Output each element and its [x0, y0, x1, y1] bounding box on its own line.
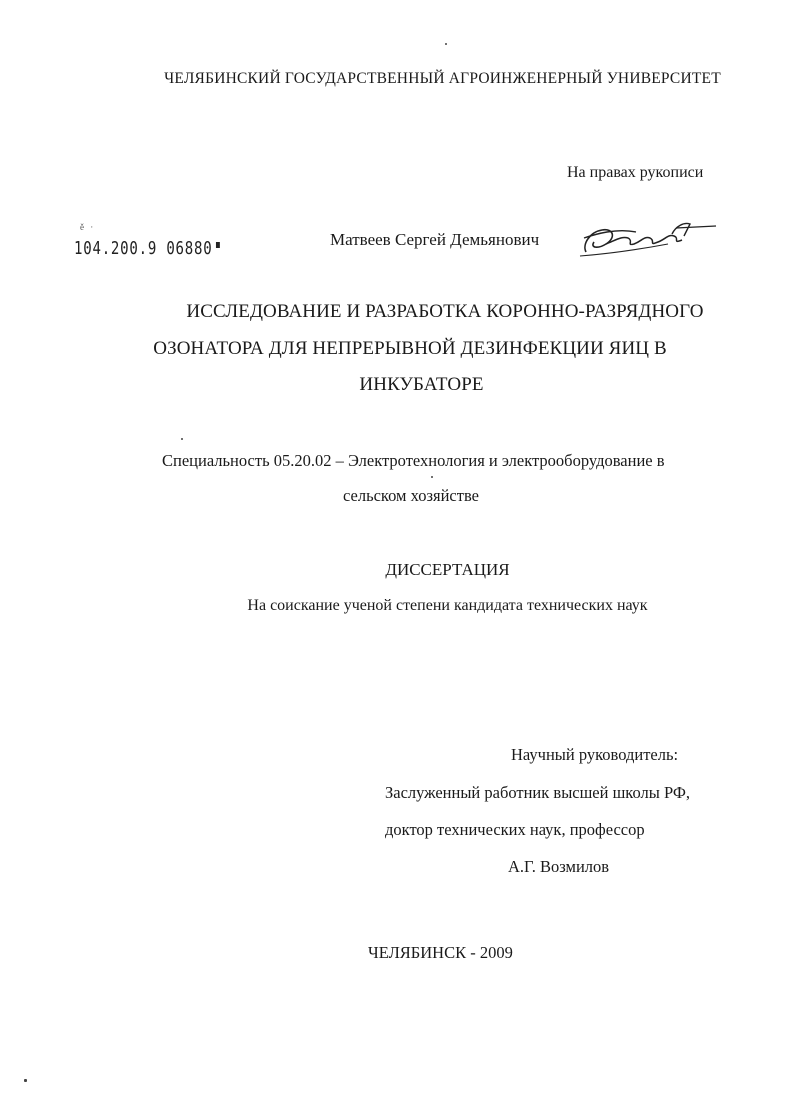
- specialty-line-2: сельском хозяйстве: [343, 486, 479, 505]
- scan-speck: [431, 476, 433, 478]
- supervisor-degree: доктор технических наук, профессор: [385, 820, 645, 839]
- degree-statement: На соискание ученой степени кандидата технических наук: [247, 597, 648, 614]
- title-line-2: ОЗОНАТОРА ДЛЯ НЕПРЕРЫВНОЙ ДЕЗИНФЕКЦИИ ЯИЦ В: [153, 338, 667, 359]
- manuscript-rights-note: На правах рукописи: [567, 164, 704, 181]
- signature-icon: [576, 214, 726, 262]
- scan-speck: [445, 43, 447, 45]
- archive-code-text: 104.200.9 06880: [74, 238, 213, 259]
- specialty-line-1: Специальность 05.20.02 – Электротехнология и электрооборудование в: [162, 451, 665, 470]
- archive-code: [74, 238, 220, 259]
- scan-speck: [181, 438, 183, 440]
- title-line-3: ИНКУБАТОРЕ: [359, 374, 484, 395]
- supervisor-name: А.Г. Возмилов: [508, 857, 610, 876]
- archive-code-marks: ě ·: [80, 222, 96, 232]
- author-name: Матвеев Сергей Демьянович: [330, 230, 540, 249]
- city-year: ЧЕЛЯБИНСК - 2009: [368, 943, 513, 962]
- archive-code-dot: [216, 242, 220, 248]
- document-type: ДИССЕРТАЦИЯ: [385, 560, 510, 579]
- supervisor-heading: Научный руководитель:: [511, 745, 679, 764]
- title-line-1: ИССЛЕДОВАНИЕ И РАЗРАБОТКА КОРОННО-РАЗРЯДНОГО: [186, 301, 704, 322]
- supervisor-title: Заслуженный работник высшей школы РФ,: [385, 783, 691, 802]
- scan-speck: [24, 1079, 27, 1082]
- university-name: ЧЕЛЯБИНСКИЙ ГОСУДАРСТВЕННЫЙ АГРОИНЖЕНЕРНЫЙ УНИВЕРСИТЕТ: [164, 70, 721, 87]
